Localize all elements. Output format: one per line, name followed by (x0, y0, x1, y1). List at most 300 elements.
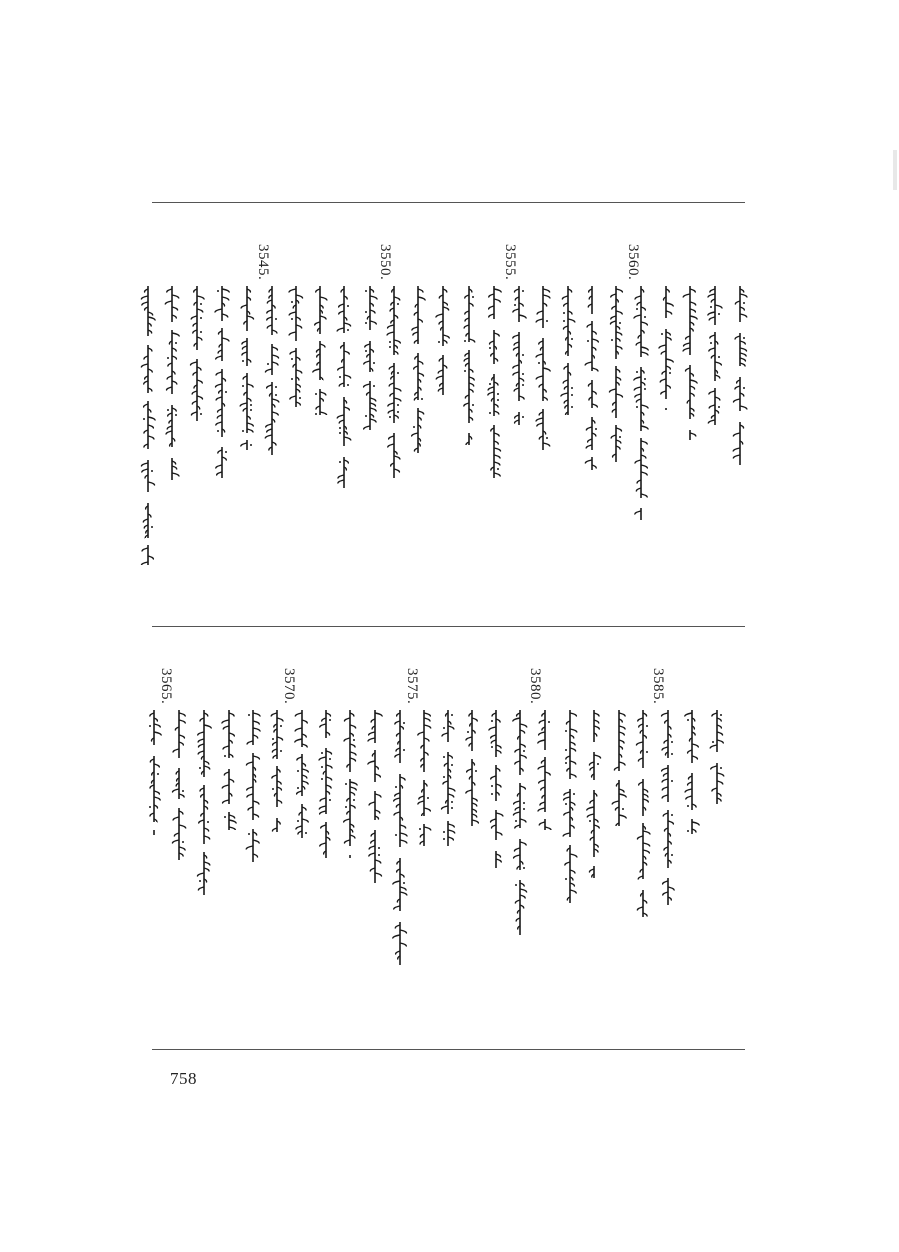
glyph-stroke (520, 819, 526, 823)
script-column (534, 286, 552, 450)
glyph-dot (622, 808, 624, 810)
glyph-dot (373, 362, 375, 364)
glyph-stroke (514, 855, 520, 859)
word-gap (517, 775, 523, 783)
glyph-dot (339, 427, 341, 429)
glyph-stroke (537, 311, 543, 315)
word-gap (542, 812, 548, 819)
word-gap (712, 381, 718, 388)
glyph-stroke (290, 396, 296, 400)
glyph-dot (565, 878, 567, 880)
glyph-stroke (154, 724, 160, 728)
glyph-stroke (616, 332, 622, 336)
glyph-stroke (708, 420, 715, 424)
glyph-stroke (319, 806, 326, 810)
word-gap (274, 807, 280, 818)
glyph-dot (611, 339, 613, 341)
glyph-stroke (570, 713, 576, 717)
glyph-stroke (216, 465, 222, 469)
script-column (263, 286, 281, 455)
glyph-stroke (538, 740, 545, 744)
glyph-dot (347, 384, 349, 386)
glyph-stroke (536, 354, 543, 358)
glyph-dot (687, 719, 689, 721)
glyph-stroke (326, 765, 332, 769)
glyph-stroke (369, 846, 375, 850)
word-gap (219, 361, 225, 369)
glyph-dot (200, 413, 202, 415)
glyph-stroke (448, 837, 453, 841)
script-glyphs (170, 710, 188, 860)
glyph-dot (397, 303, 399, 305)
script-column (463, 710, 481, 830)
word-gap (737, 366, 743, 377)
glyph-stroke (296, 325, 302, 329)
glyph-stroke (489, 727, 496, 731)
glyph-stroke (141, 364, 148, 368)
glyph-stroke (662, 713, 668, 717)
glyph-stroke (172, 295, 179, 299)
glyph-stroke (247, 423, 253, 427)
word-gap (663, 399, 669, 408)
word-gap (663, 318, 669, 329)
glyph-dot (397, 372, 399, 374)
glyph-stroke (543, 295, 550, 299)
glyph-stroke (173, 749, 179, 753)
glyph-stroke (666, 303, 673, 307)
script-glyphs (706, 286, 724, 425)
glyph-stroke (641, 494, 647, 498)
word-gap (689, 810, 695, 819)
script-column (657, 286, 675, 410)
glyph-dot (167, 409, 169, 411)
glyph-stroke (494, 462, 500, 466)
glyph-dot (644, 316, 646, 318)
glyph-dot (522, 290, 524, 292)
glyph-dot (443, 776, 445, 778)
script-glyphs (188, 286, 206, 430)
glyph-stroke (538, 808, 545, 812)
script-glyphs (263, 286, 281, 455)
glyph-stroke (539, 780, 545, 784)
glyph-dot (395, 786, 397, 788)
glyph-dot (199, 767, 201, 769)
script-column (391, 710, 409, 965)
glyph-stroke (370, 419, 376, 423)
glyph-dot (565, 749, 567, 751)
glyph-stroke (616, 311, 622, 315)
glyph-stroke (494, 299, 500, 303)
word-gap (517, 828, 523, 839)
glyph-dot (200, 317, 202, 319)
script-column (213, 286, 231, 478)
glyph-dot (339, 461, 341, 463)
word-gap (194, 350, 200, 359)
word-gap (689, 763, 695, 773)
word-gap (367, 372, 373, 381)
glyph-stroke (222, 338, 229, 342)
glyph-dot (395, 834, 397, 836)
script-column (385, 286, 403, 478)
glyph-dot (297, 770, 299, 772)
glyph-stroke (253, 713, 260, 717)
script-column (559, 286, 577, 415)
script-glyphs (634, 710, 652, 917)
script-column (583, 286, 601, 470)
glyph-dot (563, 312, 565, 314)
glyph-stroke (344, 437, 351, 441)
word-gap (469, 826, 475, 830)
glyph-stroke (142, 463, 148, 467)
word-gap (665, 868, 671, 878)
word-gap (176, 758, 182, 768)
glyph-stroke (350, 782, 357, 786)
glyph-dot (345, 806, 347, 808)
glyph-stroke (424, 827, 431, 831)
glyph-stroke (637, 907, 643, 911)
glyph-stroke (141, 296, 148, 300)
glyph-stroke (253, 756, 259, 760)
glyph-dot (438, 341, 440, 343)
glyph-stroke (344, 375, 351, 379)
glyph-stroke (350, 752, 356, 756)
glyph-dot (671, 814, 673, 816)
glyph-stroke (320, 843, 326, 847)
glyph-stroke (562, 296, 568, 300)
glyph-stroke (320, 297, 327, 301)
glyph-dot (636, 371, 638, 373)
glyph-stroke (172, 307, 178, 311)
word-gap (169, 447, 175, 458)
glyph-stroke (148, 436, 154, 440)
script-column (238, 286, 256, 450)
glyph-dot (365, 311, 367, 313)
glyph-stroke (612, 801, 619, 805)
word-gap (714, 752, 720, 763)
glyph-dot (661, 333, 663, 335)
glyph-stroke (514, 812, 520, 816)
word-gap (589, 450, 595, 457)
glyph-dot (571, 387, 573, 389)
glyph-stroke (344, 819, 350, 823)
glyph-stroke (199, 744, 204, 748)
glyph-stroke (436, 314, 443, 318)
glyph-stroke (197, 396, 202, 400)
glyph-dot (472, 404, 474, 406)
glyph-stroke (543, 443, 550, 447)
glyph-stroke (204, 862, 210, 866)
script-column (341, 710, 359, 858)
glyph-dot (451, 714, 453, 716)
script-glyphs (311, 286, 329, 415)
word-gap (367, 330, 373, 341)
glyph-stroke (494, 455, 500, 459)
word-gap (317, 380, 323, 389)
glyph-dot (522, 384, 524, 386)
glyph-stroke (491, 819, 496, 823)
line-number-3585: 3585. (650, 668, 666, 705)
word-gap (591, 857, 597, 866)
glyph-stroke (350, 725, 356, 729)
glyph-stroke (418, 801, 424, 805)
glyph-stroke (400, 930, 406, 934)
glyph-dot (523, 750, 525, 752)
glyph-stroke (393, 935, 400, 939)
glyph-dot (365, 415, 367, 417)
word-gap (293, 341, 299, 348)
glyph-stroke (662, 768, 668, 772)
glyph-dot (443, 756, 445, 758)
glyph-stroke (302, 819, 308, 823)
glyph-stroke (296, 295, 302, 299)
glyph-stroke (717, 732, 722, 736)
glyph-stroke (619, 713, 625, 717)
script-glyphs (139, 286, 157, 565)
glyph-stroke (368, 761, 375, 765)
glyph-stroke (394, 469, 399, 473)
glyph-dot (619, 436, 621, 438)
glyph-stroke (634, 377, 641, 381)
glyph-stroke (536, 319, 543, 323)
script-column (188, 286, 206, 430)
word-gap (244, 331, 250, 338)
glyph-stroke (265, 435, 272, 439)
glyph-stroke (148, 417, 155, 421)
word-gap (591, 742, 597, 752)
glyph-dot (315, 393, 317, 395)
glyph-stroke (733, 448, 740, 452)
glyph-stroke (345, 718, 350, 722)
scan-edge-mark (893, 150, 897, 190)
glyph-dot (353, 739, 355, 741)
word-gap (589, 314, 595, 321)
glyph-stroke (641, 347, 648, 351)
glyph-stroke (616, 289, 622, 293)
glyph-dot (413, 426, 415, 428)
script-glyphs (145, 710, 163, 835)
glyph-stroke (690, 433, 696, 437)
glyph-stroke (469, 339, 475, 343)
glyph-dot (489, 347, 491, 349)
glyph-stroke (616, 428, 621, 432)
glyph-stroke (740, 314, 747, 318)
word-gap (493, 840, 499, 851)
glyph-stroke (198, 887, 204, 891)
glyph-stroke (539, 732, 545, 736)
glyph-dot (250, 409, 252, 411)
glyph-dot (207, 821, 209, 823)
word-gap (341, 446, 347, 457)
glyph-stroke (543, 368, 550, 372)
glyph-stroke (514, 801, 520, 805)
word-gap (687, 419, 693, 430)
glyph-stroke (369, 732, 375, 736)
word-gap (421, 772, 427, 780)
glyph-stroke (515, 848, 520, 852)
glyph-dot (389, 346, 391, 348)
glyph-dot (464, 370, 466, 372)
script-column (335, 286, 353, 488)
word-gap (226, 758, 232, 769)
script-column (293, 710, 311, 838)
glyph-dot (522, 373, 524, 375)
glyph-stroke (289, 312, 296, 316)
glyph-stroke (638, 836, 643, 840)
glyph-stroke (519, 315, 526, 319)
script-glyphs (510, 286, 528, 425)
glyph-dot (389, 341, 391, 343)
glyph-dot (353, 799, 355, 801)
glyph-stroke (641, 322, 647, 326)
glyph-dot (427, 797, 429, 799)
glyph-stroke (216, 397, 222, 401)
glyph-dot (339, 432, 341, 434)
script-column (311, 286, 329, 415)
glyph-stroke (563, 833, 570, 837)
glyph-stroke (734, 399, 740, 403)
glyph-dot (149, 806, 151, 808)
glyph-stroke (400, 833, 407, 837)
word-gap (341, 333, 347, 342)
glyph-stroke (223, 800, 229, 804)
glyph-stroke (692, 744, 698, 748)
glyph-stroke (740, 294, 747, 298)
glyph-stroke (570, 729, 577, 733)
glyph-dot (182, 790, 184, 792)
glyph-stroke (662, 795, 668, 799)
glyph-dot (297, 820, 299, 822)
word-gap (640, 816, 646, 823)
word-gap (591, 780, 597, 790)
glyph-stroke (370, 408, 376, 412)
glyph-stroke (216, 356, 222, 360)
middle-rule (152, 626, 745, 627)
glyph-stroke (253, 721, 259, 725)
word-gap (567, 837, 573, 845)
glyph-stroke (637, 742, 643, 746)
glyph-stroke (708, 294, 715, 298)
glyph-dot (548, 721, 550, 723)
glyph-stroke (400, 943, 406, 947)
line-number-3565: 3565. (158, 668, 174, 705)
glyph-dot (272, 738, 274, 740)
glyph-dot (571, 406, 573, 408)
script-column (163, 286, 181, 480)
glyph-dot (571, 394, 573, 396)
word-gap (151, 745, 157, 756)
glyph-stroke (641, 441, 647, 445)
glyph-stroke (635, 394, 641, 398)
glyph-dot (291, 318, 293, 320)
glyph-stroke (488, 392, 494, 396)
glyph-dot (199, 880, 201, 882)
glyph-dot (157, 773, 159, 775)
glyph-dot (491, 746, 493, 748)
glyph-stroke (302, 769, 308, 773)
glyph-stroke (368, 738, 375, 742)
glyph-dot (451, 764, 453, 766)
glyph-dot (389, 416, 391, 418)
script-glyphs (583, 286, 601, 470)
word-gap (466, 423, 472, 433)
glyph-dot (397, 411, 399, 413)
glyph-stroke (154, 797, 160, 801)
word-gap (665, 758, 671, 765)
glyph-stroke (338, 480, 344, 484)
glyph-dot (224, 755, 226, 757)
script-column (607, 286, 625, 462)
script-glyphs (163, 286, 181, 480)
glyph-dot (224, 816, 226, 818)
glyph-stroke (740, 348, 746, 352)
glyph-dot (573, 793, 575, 795)
glyph-dot (365, 322, 367, 324)
glyph-stroke (616, 394, 622, 398)
glyph-dot (242, 385, 244, 387)
script-glyphs (317, 710, 335, 862)
glyph-stroke (619, 762, 625, 766)
word-gap (491, 319, 497, 330)
glyph-dot (347, 329, 349, 331)
script-glyphs (293, 710, 311, 838)
glyph-dot (687, 805, 689, 807)
word-gap (687, 355, 693, 365)
script-glyphs (585, 710, 603, 878)
glyph-stroke (388, 444, 394, 448)
word-gap (244, 366, 250, 373)
glyph-stroke (364, 426, 370, 430)
script-glyphs (487, 710, 505, 868)
glyph-stroke (466, 790, 472, 794)
glyph-stroke (198, 873, 204, 877)
line-number-3575: 3575. (404, 668, 420, 705)
glyph-dot (242, 360, 244, 362)
line-number-3545: 3545. (255, 244, 271, 281)
glyph-stroke (141, 562, 148, 565)
glyph-dot (250, 404, 252, 406)
glyph-stroke (173, 789, 179, 793)
glyph-stroke (443, 307, 449, 311)
script-glyphs (385, 286, 403, 478)
word-gap (274, 759, 280, 766)
word-gap (299, 747, 305, 754)
script-column (460, 286, 478, 445)
word-gap (293, 407, 299, 410)
glyph-stroke (418, 373, 423, 377)
glyph-dot (571, 338, 573, 340)
word-gap (244, 433, 250, 440)
word-gap (665, 802, 671, 810)
glyph-dot (200, 331, 202, 333)
script-glyphs (534, 286, 552, 450)
glyph-stroke (448, 830, 455, 834)
word-gap (169, 322, 175, 330)
glyph-stroke (350, 758, 355, 762)
glyph-dot (546, 320, 548, 322)
glyph-stroke (660, 379, 666, 383)
word-gap (372, 743, 378, 750)
word-gap (347, 772, 353, 779)
glyph-stroke (393, 881, 400, 885)
word-gap (516, 322, 522, 332)
glyph-stroke (247, 794, 253, 798)
word-gap (397, 911, 403, 922)
glyph-stroke (247, 787, 253, 791)
word-gap (341, 387, 347, 397)
word-gap (466, 342, 472, 350)
script-glyphs (610, 710, 628, 826)
word-gap (640, 768, 646, 779)
